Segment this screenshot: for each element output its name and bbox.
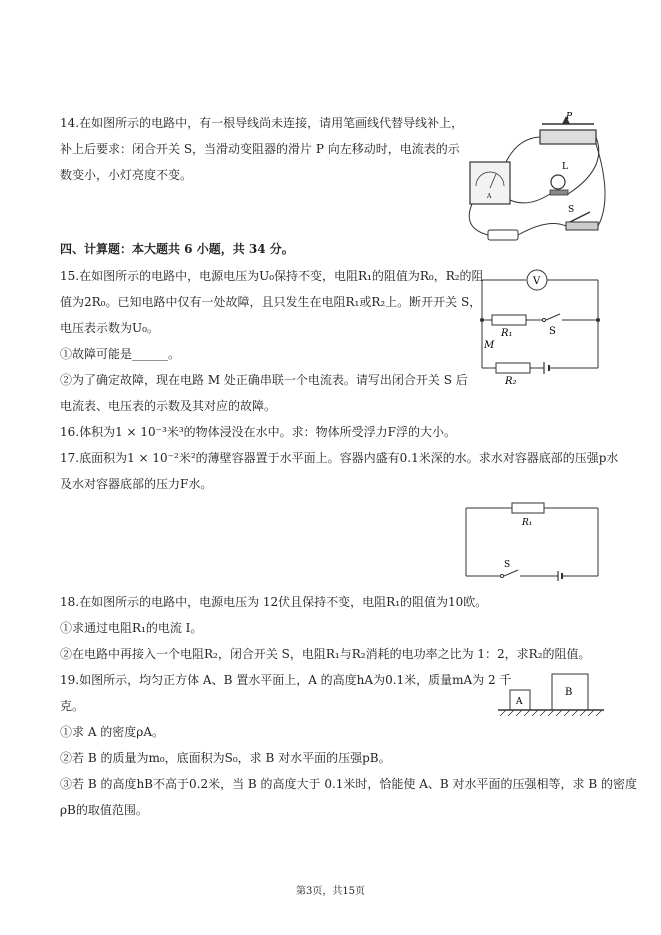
q17-line-1: 17.底面积为1 × 10⁻²米²的薄壁容器置于水平面上。容器内盛有0.1米深的水。求水对容器底部的压强p水 — [60, 451, 619, 465]
wire-3 — [510, 194, 550, 203]
wire-4 — [469, 204, 488, 235]
resistor-r1 — [492, 315, 526, 325]
wire-2 — [568, 137, 599, 194]
label-a: A — [487, 193, 492, 200]
label-b: B — [565, 687, 573, 698]
section-heading: 四、计算题：本大题共 6 小题，共 34 分。 — [60, 242, 294, 256]
resistor-r2 — [496, 363, 530, 373]
q15-line-5: ②为了确定故障，现在电路 M 处正确串联一个电流表。请写出闭合开关 S 后 — [60, 373, 468, 387]
switch-blade — [504, 570, 518, 576]
label-s: S — [504, 560, 511, 570]
q16-line: 16.体积为1 × 10⁻³米³的物体浸没在水中。求：物体所受浮力F浮的大小。 — [60, 425, 456, 439]
q19-line-5: ③若 B 的高度hB不高于0.2米，当 B 的高度大于 0.1米时，恰能使 A、B 对水平面的压强相等，求 B 的密度 — [60, 777, 637, 791]
resistor-r1 — [512, 503, 544, 513]
q15-line-4: ①故障可能是______。 — [60, 347, 181, 361]
lamp-bulb — [551, 175, 565, 189]
q18-line-1: 18.在如图所示的电路中，电源电压为 12伏且保持不变，电阻R₁的阻值为10欧。 — [60, 595, 488, 609]
q15-line-2: 值为2R₀。已知电路中仅有一处故障，且只发生在电阻R₁或R₂上。断开开关 S， — [60, 295, 482, 309]
label-p: P — [566, 112, 573, 122]
wire-1 — [506, 137, 540, 162]
label-s: S — [549, 326, 556, 337]
q18-line-3: ②在电路中再接入一个电阻R₂，闭合开关 S，电阻R₁与R₂消耗的电功率之比为 1：2，求R₂的阻值。 — [60, 647, 591, 661]
label-r2: R₂ — [505, 376, 517, 386]
wire-5 — [518, 223, 566, 235]
switch-contact — [542, 318, 545, 321]
q17-line-2: 及水对容器底部的压力F水。 — [60, 477, 213, 491]
label-r1: R₁ — [522, 518, 533, 528]
q15-line-6: 电流表、电压表的示数及其对应的故障。 — [60, 399, 277, 413]
q15-circuit-figure — [474, 264, 608, 386]
label-a: A — [516, 697, 523, 707]
q14-circuit-figure — [458, 108, 618, 244]
q19-cubes-figure — [496, 670, 606, 720]
switch-blade — [546, 314, 560, 320]
q18-circuit-figure — [462, 500, 602, 584]
q19-line-6: ρB的取值范围。 — [60, 803, 148, 817]
switch-contact — [500, 574, 503, 577]
lamp-base — [550, 190, 568, 195]
q19-line-2: 克。 — [60, 699, 85, 713]
label-v: V — [533, 276, 541, 287]
rheostat-coil — [540, 130, 596, 144]
switch-base — [566, 222, 598, 230]
q19-line-3: ①求 A 的密度ρA。 — [60, 725, 165, 739]
q14-line-3: 数变小，小灯亮度不变。 — [60, 168, 193, 182]
q19-line-4: ②若 B 的质量为m₀，底面积为S₀，求 B 对水平面的压强pB。 — [60, 751, 391, 765]
q19-line-1: 19.如图所示，均匀正方体 A、B 置水平面上，A 的高度hA为0.1米，质量mA为 2 千 — [60, 673, 512, 687]
q14-line-1: 14.在如图所示的电路中，有一根导线尚未连接，请用笔画线代替导线补上， — [60, 116, 464, 130]
label-m: M — [484, 340, 495, 351]
label-r1: R₁ — [501, 328, 513, 339]
battery — [488, 230, 518, 240]
label-l: L — [562, 162, 568, 172]
page-footer: 第3页，共15页 — [295, 886, 366, 897]
wire-6 — [596, 144, 605, 226]
label-s: S — [568, 205, 575, 215]
q18-line-2: ①求通过电阻R₁的电流 I。 — [60, 621, 203, 635]
ground-hatch — [500, 710, 602, 716]
q14-line-2: 补上后要求：闭合开关 S，当滑动变阻器的滑片 P 向左移动时，电流表的示 — [60, 142, 460, 156]
q15-line-3: 电压表示数为U₀。 — [60, 321, 159, 335]
q15-line-1: 15.在如图所示的电路中，电源电压为U₀保持不变，电阻R₁的阻值为R₀，R₂的阻 — [60, 269, 484, 283]
